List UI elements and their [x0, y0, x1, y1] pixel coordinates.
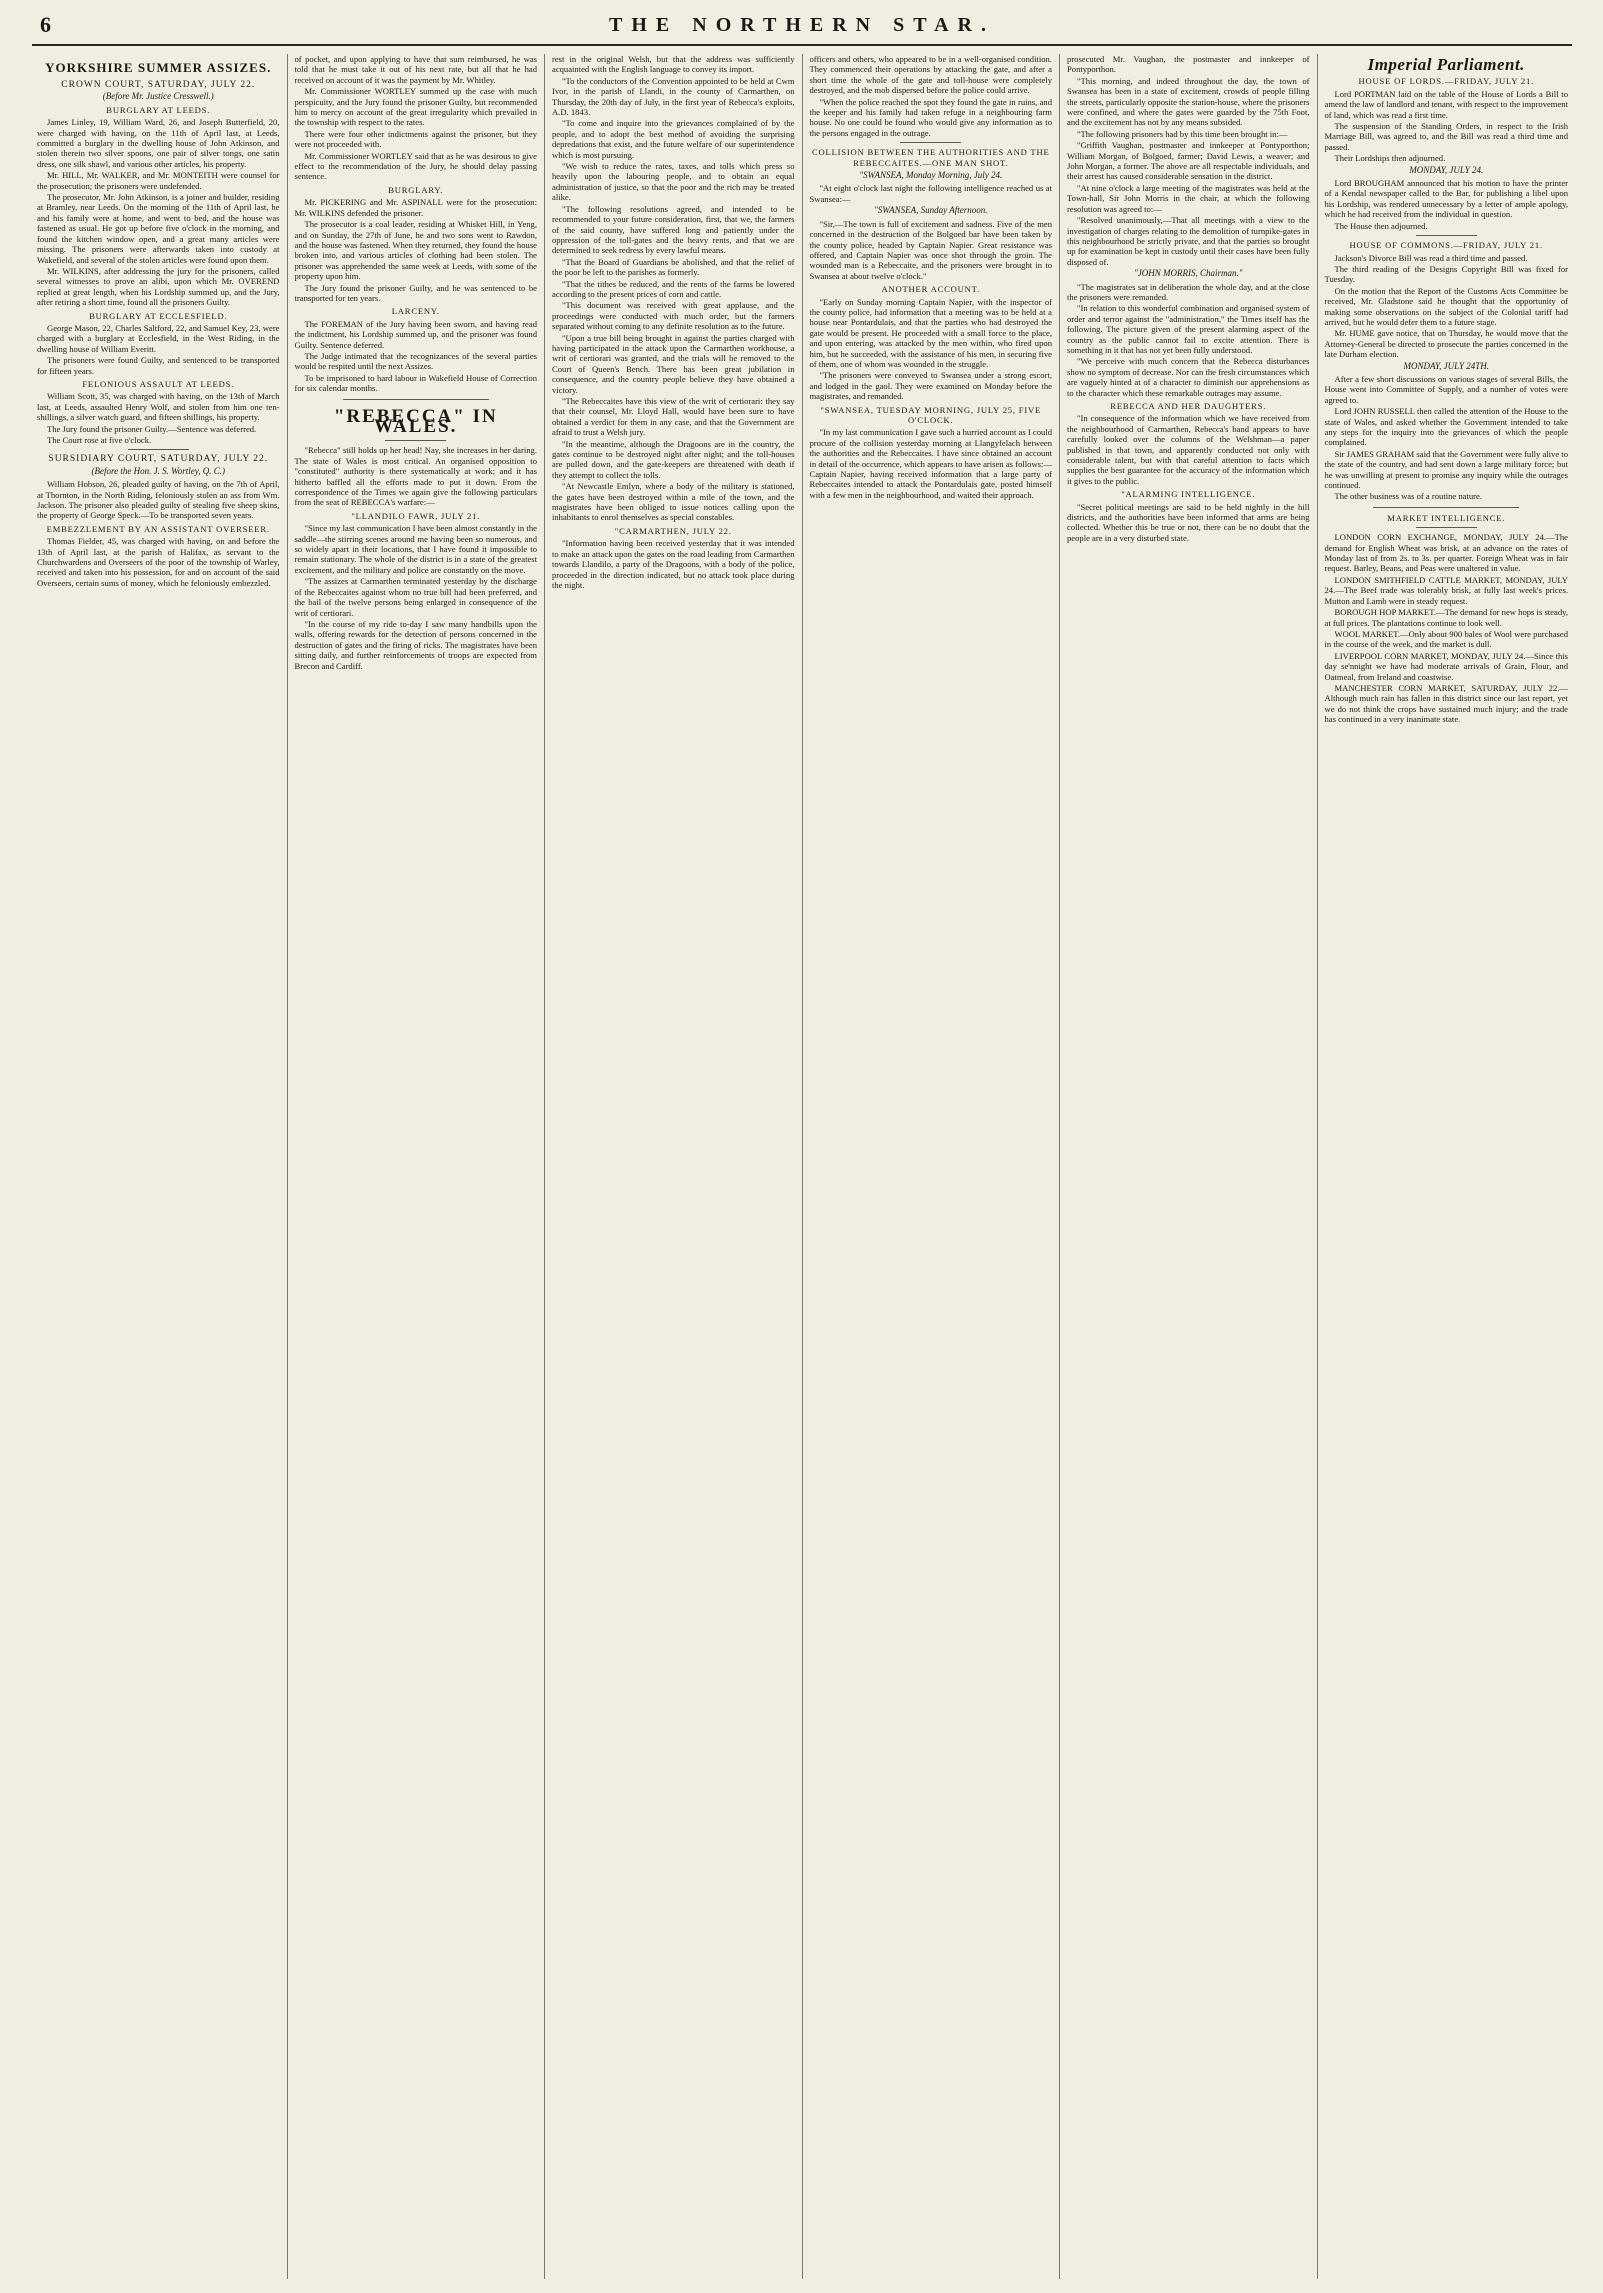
column-3	[545, 54, 803, 2279]
case-heading: BURGLARY.	[388, 184, 444, 195]
paragraph: "To the conductors of the Convention appointed to be held at Cwm Ivor, in the parish of Llandi, in the county of Carmarthen, on Thursday, the 20th day of July, in the first year of Rebecca's exploits, A.D. 1843.	[552, 75, 795, 118]
paragraph: Mr. PICKERING and Mr. ASPINALL were for the prosecution: Mr. WILKINS defended the prisoner.	[294, 197, 537, 218]
column-1	[30, 54, 288, 2279]
newspaper-title: THE NORTHERN STAR.	[609, 14, 995, 36]
paragraph: On the motion that the Report of the Customs Acts Committee be received, Mr. Gladstone said he thought that the opportunity of making some observations on the subject of the Colonial tariff had arrived, but he would defer them to a future stage.	[1324, 285, 1568, 327]
divider	[1416, 527, 1477, 528]
paragraph: "In my last communication I gave such a hurried account as I could procure of the collision yesterday morning at Llangyfelach between the authorities and the Rebeccaites. I have since obtained an account in detail of the occurrence, which appears to have arisen as follows:—Captain Napier, having received information that a large party of Rebeccaites intended to attack the Pontardulais gate, posted himself with a few men in the neighbourhood, and waited their approach.	[809, 427, 1052, 500]
paragraph: "Information having been received yesterday that it was intended to make an attack upon the gates on the road leading from Carmarthen towards Llandilo, a party of the Dragoons, with a body of the police, proceeded in the direction indicated, but no attack took place during the night.	[552, 538, 795, 590]
paragraph: The suspension of the Standing Orders, in respect to the Irish Marriage Bill, was agreed to, and the Bill was read a third time and passed.	[1324, 121, 1568, 152]
paragraph: "The following prisoners had by this time been brought in:—	[1077, 128, 1288, 139]
paragraph: "Sir,—The town is full of excitement and sadness. Five of the men concerned in the destruction of the Bolgoed bar have been taken by the county police, headed by Captain Napier. Great resistance was offered, and Captain Napier was once shot through the groin. The wounded man is a Rebeccaite, and the prisoners were brought in to Swansea at about twelve o'clock."	[809, 218, 1052, 281]
paragraph: To be imprisoned to hard labour in Wakefield House of Correction for six calendar months.	[294, 372, 537, 394]
paragraph: Lord PORTMAN laid on the table of the House of Lords a Bill to amend the law of landlord and tenant, with respect to the improvement of land, which was read a first time.	[1324, 88, 1568, 120]
divider	[1373, 507, 1519, 508]
case-heading: REBECCA AND HER DAUGHTERS.	[1110, 401, 1267, 411]
paragraph: The Jury found the prisoner Guilty.—Sentence was deferred.	[47, 423, 257, 434]
column-2	[288, 54, 546, 2279]
paragraph: "We perceive with much concern that the Rebecca disturbances show no symptom of decrease. Nor can the fresh circumstances which are vaguely hinted at of a character to diminish our apprehensions as to the character which these remarkable outrages may assume.	[1067, 356, 1310, 398]
judge-line: (Before the Hon. J. S. Wortley, Q. C.)	[91, 465, 226, 476]
paragraph: William Hobson, 26, pleaded guilty of having, on the 7th of April, at Thornton, in the North Riding, feloniously stolen an ass from Wm. Jackson. The prisoner also pleaded guilty of stealing five sheep skins, the property of George Speck.—To be transported seven years.	[37, 479, 280, 521]
house-heading: HOUSE OF LORDS.—FRIDAY, JULY 21.	[1358, 76, 1535, 87]
divider	[900, 142, 961, 143]
paragraph: prosecuted Mr. Vaughan, the postmaster and innkeeper of Pontyporthon.	[1067, 54, 1310, 75]
paragraph: "Rebecca" still holds up her head! Nay, she increases in her daring. The state of Wales is most critical. An organised opposition to "constituted" authority is there systematically at work; and it has hitherto baffled all the efforts made to put it down. From the correspondence of the Times we again give the following particulars from the seat of REBECCA's warfare:—	[294, 445, 537, 508]
divider	[1416, 235, 1477, 236]
divider	[385, 440, 446, 441]
paragraph: "The prisoners were conveyed to Swansea under a strong escort, and lodged in the gaol. They were examined on Monday before the magistrates, and remanded.	[809, 370, 1052, 402]
court-heading: SURSIDIARY COURT, SATURDAY, JULY 22.	[48, 454, 269, 465]
paragraph: "The Rebeccaites have this view of the writ of certiorari: they say that their counsel, Mr. Lloyd Hall, would have been sure to have obtained a verdict for them in any case, and that the Government are afraid to trust a Welsh jury.	[552, 396, 795, 438]
paragraph: LONDON CORN EXCHANGE, MONDAY, JULY 24.—The demand for English Wheat was brisk, at an advance on the rates of Monday last of from 2s. to 3s. per quarter. Foreign Wheat was in fair request. Barley, Beans, and Peas were unaltered in value.	[1324, 532, 1568, 574]
date-heading: MONDAY, JULY 24TH.	[1403, 360, 1489, 371]
paragraph: "Secret political meetings are said to be held nightly in the hill districts, and the authorities have been informed that arms are being collected. Whether this be true or not, there can be no doubt that the people are in a very disturbed state.	[1067, 501, 1310, 543]
case-heading: BURGLARY AT ECCLESFIELD.	[89, 310, 228, 321]
paragraph: Mr. Commissioner WORTLEY summed up the case with much perspicuity, and the Jury found the prisoner Guilty, but recommended him to mercy on account of the great irregularity which prevailed in the township with respect to the rates.	[294, 86, 537, 128]
column-5	[1060, 54, 1318, 2279]
case-heading: BURGLARY AT LEEDS.	[106, 104, 211, 115]
paragraph: George Mason, 22, Charles Saltford, 22, and Samuel Key, 23, were charged with a burglary at Ecclesfield, in the West Riding, in the dwelling house of William Everitt.	[37, 322, 280, 354]
dateline: "SWANSEA, Sunday Afternoon.	[874, 205, 988, 216]
paragraph: "At nine o'clock a large meeting of the magistrates was held at the Town-hall, Sir John Morris in the chair, at which the following resolution was agreed to:—	[1067, 182, 1310, 214]
paragraph: rest in the original Welsh, but that the address was sufficiently acquainted with the English language to convey its import.	[552, 54, 795, 75]
paragraph: "The assizes at Carmarthen terminated yesterday by the discharge of the Rebeccaites against whom no true bill had been preferred, and the bail of the twelve persons being enlarged in consequence of the writ of certiorari.	[294, 576, 537, 618]
market-heading: MARKET INTELLIGENCE.	[1387, 512, 1506, 523]
paragraph: Lord BROUGHAM announced that his motion to have the printer of a Kendal newspaper called to the Bar, for publishing a libel upon his Lordship, was rendered unnecessary by a letter of ample apology, which he had received from the individual in question.	[1324, 178, 1568, 220]
paragraph: Mr. WILKINS, after addressing the jury for the prisoners, called several witnesses to prove an alibi, upon which Mr. OVEREND replied at great length, when his Lordship summed up, and the Jury, after retiring a short time, found all the prisoners Guilty.	[37, 265, 280, 308]
paragraph: MANCHESTER CORN MARKET, SATURDAY, JULY 22.—Although much rain has fallen in this district since our last report, yet we do not think the crops have sustained much injury; and the trade has continued in a very inanimate state.	[1324, 682, 1568, 725]
parliament-heading: Imperial Parliament.	[1367, 55, 1525, 74]
paragraph: Thomas Fielder, 45, was charged with having, on and before the 13th of April last, at the parish of Halifax, as servant to the Churchwardens and Overseers of the poor of the township of Warley, received and taken into his possession, for and on account of the said Overseers, certain sums of money, which he feloniously embezzled.	[37, 536, 280, 588]
divider	[128, 449, 189, 450]
paragraph: "That the Board of Guardians be abolished, and that the relief of the poor be left to the parishes as formerly.	[552, 256, 795, 278]
paragraph: "The magistrates sat in deliberation the whole day, and at the close the prisoners were remanded.	[1067, 281, 1310, 302]
paragraph: "The following resolutions agreed, and intended to be recommended to your future consideration, first, that we, the farmers of the said county, have suffered long and patiently under the oppression of the toll-gates and the heavy rents, and that we are determined to seek redress by every lawful means.	[552, 203, 795, 256]
paragraph: Their Lordships then adjourned.	[1334, 153, 1446, 164]
paragraph: There were four other indictments against the prisoner, but they were not proceeded with.	[294, 128, 537, 150]
paragraph: "We wish to reduce the rates, taxes, and tolls which press so heavily upon the labouring people, and to obtain an equal administration of justice, so that the poor and the rich may be treated alike.	[552, 161, 795, 203]
collision-heading: COLLISION BETWEEN THE AUTHORITIES AND THE REBECCAITES.—ONE MAN SHOT.	[811, 147, 1050, 168]
paragraph: of pocket, and upon applying to have that sum reimbursed, he was told that he must take it out of his next rate, but all that he had received on account of it was the payment by Mr. Whitley.	[294, 54, 537, 85]
paragraph: "Since my last communication I have been almost constantly in the saddle—the stirring scenes around me having been so numerous, and so widely apart in their locations, that I have found it impossible to remain stationary. The whole of the district is in a state of the greatest excitement, and the military and police are constantly on the move.	[294, 523, 537, 575]
paragraph: officers and others, who appeared to be in a well-organised condition. They commenced their operations by attacking the gate, and after a short time the whole of the gate and toll-house were completely destroyed, and the mob dispersed before the police could arrive.	[809, 54, 1052, 96]
case-heading: EMBEZZLEMENT BY AN ASSISTANT OVERSEER.	[46, 523, 270, 534]
paragraph: LONDON SMITHFIELD CATTLE MARKET, MONDAY, JULY 24.—The Beef trade was tolerably brisk, at fully last week's prices. Mutton and Lamb were in steady request.	[1324, 574, 1568, 606]
paragraph: "Griffith Vaughan, postmaster and innkeeper at Pontyporthon; William Morgan, of Bolgoed, farmer; David Lewis, a weaver; and John Morgan, a former. The above are all respectable individuals, and their arrest has caused considerable sensation in the district.	[1067, 140, 1310, 182]
paragraph: WOOL MARKET.—Only about 900 bales of Wool were purchased in the course of the week, and the market is dull.	[1324, 628, 1568, 650]
paragraph: "In relation to this wonderful combination and organised system of order and terror against the "administration," the Times itself has the following. The picture given of the present alarming aspect of the country as the public cannot fail to excite attention. There is something in it that has not yet been fully understood.	[1067, 303, 1310, 355]
paragraph: The Court rose at five o'clock.	[47, 435, 152, 445]
case-heading: LARCENY.	[391, 306, 440, 317]
rebecca-heading: "REBECCA" IN WALES.	[333, 405, 498, 437]
paragraph: James Linley, 19, William Ward, 26, and Joseph Butterfield, 20, were charged with having, on the 11th of April last, at Leeds, committed a burglary in the dwelling house of John Atkinson, and stolen therein two silver spoons, one pair of silver tongs, one satin dress, one silk shawl, and various other articles, his property.	[37, 117, 280, 169]
assizes-heading: YORKSHIRE SUMMER ASSIZES.	[45, 60, 272, 75]
case-heading: "ALARMING INTELLIGENCE.	[1121, 489, 1256, 500]
paragraph: After a few short discussions on various stages of several Bills, the House went into Committee of Supply, and a number of votes were agreed to.	[1324, 373, 1568, 405]
paragraph: The Judge intimated that the recognizances of the several parties would be respited until the next Assizes.	[294, 350, 537, 372]
paragraph: The prisoners were found Guilty, and sentenced to be transported for fifteen years.	[37, 355, 280, 376]
case-heading: FELONIOUS ASSAULT AT LEEDS.	[82, 378, 235, 389]
paragraph: William Scott, 35, was charged with having, on the 13th of March last, at Leeds, assaulted Henry Wolf, and stolen from him one ten-shillings, a silver watch guard, and fifteen shillings, his property.	[37, 391, 280, 423]
paragraph: The House then adjourned.	[1334, 220, 1428, 231]
paragraph: "In consequence of the information which we have received from the neighbourhood of Carmarthen, Rebecca's band appears to have carefully looked over the columns of the Welshman—a paper published in that town, and apparently conducted not only with considerable talent, but with that careful attention to facts which supplies the best guarantee for the accuracy of the information which it gives to the public.	[1067, 413, 1310, 486]
paragraph: "In the course of my ride to-day I saw many handbills upon the walls, offering rewards for the detection of persons concerned in the destruction of gates and the firing of ricks. The magistrates have been sitting daily, and further reinforcements of troops are expected from Brecon and Cardiff.	[294, 618, 537, 671]
house-heading: HOUSE OF COMMONS.—FRIDAY, JULY 21.	[1349, 240, 1543, 251]
paragraph: Mr. Commissioner WORTLEY said that as he was desirous to give effect to the recommendation of the Jury, he should delay passing sentence.	[294, 150, 537, 182]
paragraph: "Early on Sunday morning Captain Napier, with the inspector of the county police, had information that a meeting was to be held at a house near Pontardulais, and that the parties who had destroyed the gate would be present. He proceeded with a small force to the place, and upon entering, was attacked by the men within, who fired upon him, but he succeeded, with the assistance of his men, in securing five of them, one of whom was wounded in the struggle.	[809, 296, 1052, 369]
paragraph: "At Newcastle Emlyn, where a body of the military is stationed, the gates have been destroyed within a mile of the town, and the magistrates have been obliged to issue notices calling upon the inhabitants to enrol themselves as special constables.	[552, 481, 795, 523]
masthead	[32, 6, 1572, 46]
paragraph: "This document was received with great applause, and the proceedings were conducted with much order, but the farmers separated without coming to any definite resolution as to the future.	[552, 300, 795, 332]
paragraph: "At eight o'clock last night the following intelligence reached us at Swansea:—	[809, 183, 1052, 204]
page-number: 6	[40, 12, 51, 37]
dateline: "CARMARTHEN, JULY 22.	[614, 525, 732, 536]
judge-line: (Before Mr. Justice Cresswell.)	[102, 91, 214, 102]
signature: "JOHN MORRIS, Chairman."	[1133, 268, 1243, 279]
dateline: "SWANSEA, TUESDAY MORNING, JULY 25, FIVE O'CLOCK.	[820, 404, 1042, 425]
paragraph: Mr. HILL, Mr. WALKER, and Mr. MONTEITH were counsel for the prosecution; the prisoners were undefended.	[37, 170, 280, 191]
paragraph: Sir JAMES GRAHAM said that the Government were fully alive to the state of the country, and had sent down a large military force; but he was unwilling at present to promise any inquiry while the outrages continued.	[1324, 448, 1568, 491]
paragraph: "That the tithes be reduced, and the rents of the farms be lowered according to the present prices of corn and cattle.	[552, 278, 795, 299]
paragraph: "To come and inquire into the grievances complained of by the people, and to adopt the best method of avoiding the surprising depredations that exist, and the future welfare of our superintendence which is most pursuing.	[552, 118, 795, 160]
paragraph: The FOREMAN of the Jury having been sworn, and having read the indictment, his Lordship summed up, and the prisoner was found Guilty. Sentence deferred.	[294, 318, 537, 350]
column-4	[803, 54, 1061, 2279]
dateline: "SWANSEA, Monday Morning, July 24.	[859, 170, 1003, 181]
paragraph: "In the meantime, although the Dragoons are in the country, the gates continue to be destroyed night after night; and the toll-houses are pulled down, and the gate-keepers are threatened with death if they attempt to collect the tolls.	[552, 438, 795, 480]
court-heading: CROWN COURT, SATURDAY, JULY 22.	[61, 80, 256, 90]
paragraph: The Jury found the prisoner Guilty, and he was sentenced to be transported for ten years.	[294, 282, 537, 303]
dateline: "LLANDILO FAWR, JULY 21.	[351, 510, 481, 521]
paragraph: "This morning, and indeed throughout the day, the town of Swansea has been in a state of excitement, crowds of people filling the streets, particularly opposite the station-house, where the prisoners were confined, and where the gates were guarded by the 75th Foot, and the excitement has not by any means subsided.	[1067, 75, 1310, 128]
newspaper-columns	[30, 54, 1575, 2279]
paragraph: Lord JOHN RUSSELL then called the attention of the House to the state of Wales, and asked whether the Government intended to take any steps for the inquiry into the grievances of which the people complained.	[1324, 406, 1568, 448]
date-heading: MONDAY, JULY 24.	[1409, 164, 1484, 175]
paragraph: The third reading of the Designs Copyright Bill was fixed for Tuesday.	[1324, 263, 1568, 285]
paragraph: "When the police reached the spot they found the gate in ruins, and the keeper and his family had taken refuge in a neighbouring farm house. No one could be found who would give any information as to the persons engaged in the outrage.	[809, 96, 1052, 138]
case-heading: ANOTHER ACCOUNT.	[881, 284, 981, 295]
paragraph: Mr. HUME gave notice, that on Thursday, he would move that the Attorney-General be directed to prosecute the parties concerned in the late Durham election.	[1324, 328, 1568, 360]
column-6	[1318, 54, 1576, 2279]
divider	[343, 399, 489, 400]
paragraph: BOROUGH HOP MARKET.—The demand for new hops is steady, at full prices. The plantations continue to look well.	[1324, 607, 1568, 628]
paragraph: The prosecutor is a coal leader, residing at Whisket Hill, in Yeng, and on Sunday, the 27th of June, he and two sons went to Rawdon, and the house was fastened. When they returned, they found the house broken into, and various articles of clothing had been stolen. The prisoner was apprehended the same week at Leeds, with some of the property upon him.	[294, 219, 537, 282]
paragraph: The prosecutor, Mr. John Atkinson, is a joiner and builder, residing at Bramley, near Leeds. On the morning of the 11th of April last, he and his family were at home, and went to bed, and the house was fastened as usual. He got up before five o'clock in the morning, and found the kitchen window open, and a great many articles were missing. The prisoners were afterwards taken into custody at Wakefield, and several of the stolen articles were found upon them.	[37, 192, 280, 265]
paragraph: "Upon a true bill being brought in against the parties charged with having participated in the attack upon the Carmarthen workhouse, a writ of certiorari was granted, and the trials will be removed to the Court of Queen's Bench. There has been great jubilation in consequence, and the country people believe they have obtained a victory.	[552, 332, 795, 395]
paragraph: "Resolved unanimously,—That all meetings with a view to the investigation of charges relating to the demolition of turnpike-gates in this neighbourhood be strictly private, and that the parties so brought up for examination be kept in custody until their cases have been fully disposed of.	[1067, 215, 1310, 267]
paragraph: Jackson's Divorce Bill was read a third time and passed.	[1334, 252, 1528, 263]
paragraph: LIVERPOOL CORN MARKET, MONDAY, JULY 24.—Since this day se'nnight we have had moderate arrivals of Grain, Flour, and Oatmeal, from Ireland and coastwise.	[1324, 650, 1568, 682]
paragraph: The other business was of a routine nature.	[1334, 491, 1482, 502]
